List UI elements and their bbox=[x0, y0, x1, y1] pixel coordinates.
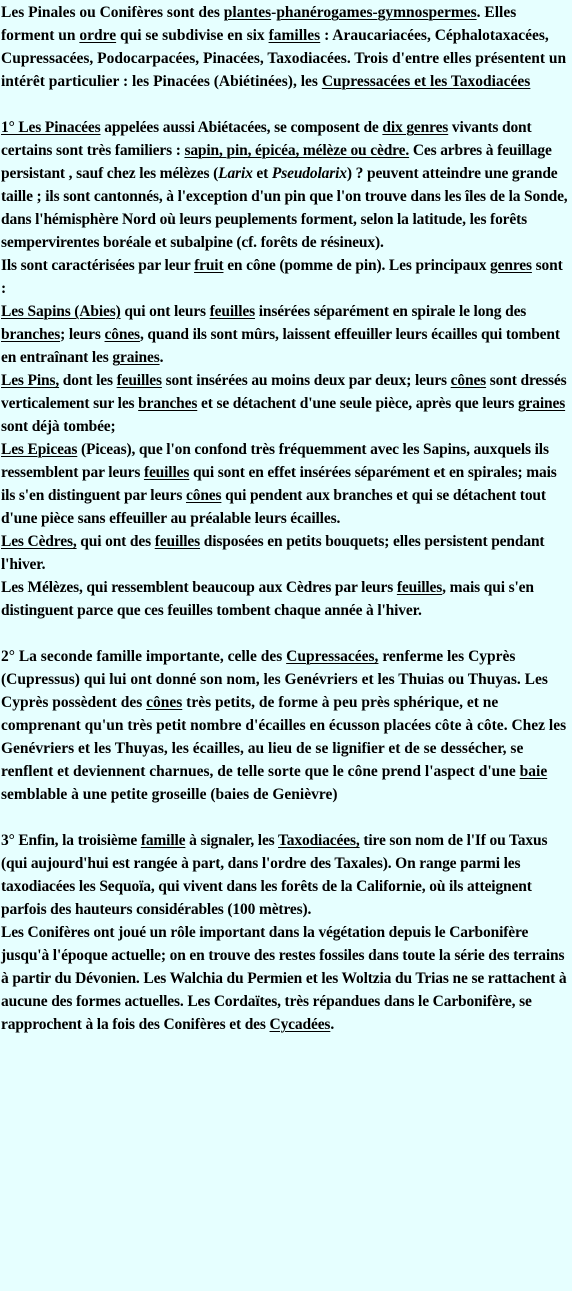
link-plantes[interactable]: plantes bbox=[223, 4, 272, 21]
link-phanerogames-gymnospermes[interactable]: phanérogames-gymnospermes bbox=[276, 4, 477, 21]
paragraph-gap bbox=[1, 93, 571, 116]
link-cedres[interactable]: Les Cèdres, bbox=[1, 533, 77, 550]
link-ordre[interactable]: ordre bbox=[79, 27, 117, 44]
link-cones[interactable]: cônes bbox=[104, 326, 140, 343]
link-cycadees[interactable]: Cycadées bbox=[269, 1016, 331, 1033]
intro-paragraph: Les Pinales ou Conifères sont des plantes-phanérogames-gymnospermes. Elles forment un ordre qui se subdivise en six familles : Araucariacées, Céphalotaxacées, Cupressacées, Podocarpacées, Pinacées, Taxodiacées. Trois d'entre elles présentent un intérêt particulier : les Pinacées (Abiétinées), les Cupressacées et les Taxodiacées bbox=[1, 4, 567, 90]
link-branches[interactable]: branches bbox=[138, 395, 198, 412]
link-famille[interactable]: famille bbox=[140, 832, 186, 849]
link-feuilles[interactable]: feuilles bbox=[154, 533, 201, 550]
link-fruit[interactable]: fruit bbox=[194, 257, 224, 274]
link-genre-list[interactable]: sapin, pin, épicéa, mélèze ou cèdre. bbox=[184, 142, 410, 159]
link-dix-genres[interactable]: dix genres bbox=[382, 119, 449, 136]
link-genres[interactable]: genres bbox=[490, 257, 532, 274]
link-pins[interactable]: Les Pins, bbox=[1, 372, 60, 389]
paragraph-gap bbox=[1, 622, 571, 645]
link-pinacees-heading[interactable]: 1° Les Pinacées bbox=[1, 119, 101, 136]
taxon-pseudolarix: Pseudolarix bbox=[271, 165, 347, 182]
link-graines[interactable]: graines bbox=[517, 395, 566, 412]
link-branches[interactable]: branches bbox=[1, 326, 61, 343]
link-epiceas[interactable]: Les Epiceas bbox=[1, 441, 78, 458]
taxon-larix: Larix bbox=[218, 165, 253, 182]
pinacees-paragraph: 1° Les Pinacées appelées aussi Abiétacées, se composent de dix genres vivants dont certains sont très familiers : sapin, pin, épicéa, mélèze ou cèdre. Ces arbres à feuillage persistant , sauf chez les mélèzes (Larix et Pseudolarix) ? peuvent atteindre une grande taille ; ils sont cantonnés, à l'exception d'un pin que l'on trouve dans les îles de la Sonde, dans l'hémisphère Nord où leurs peuplements forment, selon la latitude, les forêts sempervirentes boréale et subalpine (cf. forêts de résineux). bbox=[1, 119, 568, 251]
link-cupressacees-taxodiacees[interactable]: Cupressacées et les Taxodiacées bbox=[321, 73, 531, 90]
conclusion-paragraph: Les Conifères ont joué un rôle important dans la végétation depuis le Carbonifère jusqu'à l'époque actuelle; on en trouve des restes fossiles dans toute la série des terrains à partir du Dévonien. Les Walchia du Permien et les Woltzia du Trias ne se rattachent à aucune des formes actuelles. Les Cordaïtes, très répandues dans le Carbonifère, se rapprochent à la fois des Conifères et des Cycadées. bbox=[1, 924, 567, 1033]
link-taxodiacees[interactable]: Taxodiacées, bbox=[278, 832, 360, 849]
document-body bbox=[1, 1, 571, 1036]
link-cones[interactable]: cônes bbox=[146, 694, 183, 711]
link-feuilles[interactable]: feuilles bbox=[209, 303, 255, 320]
taxodiacees-paragraph: 3° Enfin, la troisième famille à signaler, les Taxodiacées, tire son nom de l'If ou Taxus (qui aujourd'hui est rangée à part, dans l'ordre des Taxales). On range parmi les taxodiacées les Sequoïa, qui vivent dans les forêts de la Californie, où ils atteignent parfois des hauteurs considérables (100 mètres). bbox=[1, 832, 548, 918]
link-feuilles[interactable]: feuilles bbox=[396, 579, 443, 596]
link-cupressacees[interactable]: Cupressacées, bbox=[286, 648, 379, 665]
pinacees-characteristics: Ils sont caractérisées par leur fruit en cône (pomme de pin). Les principaux genres sont : bbox=[1, 257, 563, 297]
link-feuilles[interactable]: feuilles bbox=[116, 372, 162, 389]
link-feuilles[interactable]: feuilles bbox=[143, 464, 190, 481]
epiceas-paragraph: Les Epiceas (Piceas), que l'on confond très fréquemment avec les Sapins, auxquels ils ressemblent par leurs feuilles qui sont en effet insérées séparément et en spirales; mais ils s'en distinguent par leurs cônes qui pendent aux branches et qui se détachent tout d'une pièce sans effeuiller au préalable leurs écailles. bbox=[1, 441, 557, 527]
cedres-paragraph: Les Cèdres, qui ont des feuilles disposées en petits bouquets; elles persistent pendant l'hiver. bbox=[1, 533, 545, 573]
pins-paragraph: Les Pins, dont les feuilles sont insérées au moins deux par deux; leurs cônes sont dressés verticalement sur les branches et se détachent d'une seule pièce, après que leurs graines sont déjà tombée; bbox=[1, 372, 567, 435]
sapins-paragraph: Les Sapins (Abies) qui ont leurs feuilles insérées séparément en spirale le long des branches; leurs cônes, quand ils sont mûrs, laissent effeuiller leurs écailles qui tombent en entraînant les graines. bbox=[1, 303, 560, 366]
melezes-paragraph: Les Mélèzes, qui ressemblent beaucoup aux Cèdres par leurs feuilles, mais qui s'en distinguent parce que ces feuilles tombent chaque année à l'hiver. bbox=[1, 579, 534, 619]
link-sapins[interactable]: Les Sapins (Abies) bbox=[1, 303, 121, 320]
link-cones[interactable]: cônes bbox=[185, 487, 222, 504]
link-graines[interactable]: graines bbox=[112, 349, 160, 366]
link-baie[interactable]: baie bbox=[519, 763, 548, 780]
link-familles[interactable]: familles bbox=[268, 27, 321, 44]
link-cones[interactable]: cônes bbox=[450, 372, 487, 389]
paragraph-gap bbox=[1, 806, 571, 829]
cupressacees-paragraph: 2° La seconde famille importante, celle des Cupressacées, renferme les Cyprès (Cupressus) qui lui ont donné son nom, les Genévriers et les Thuias ou Thuyas. Les Cyprès possèdent des cônes très petits, de forme à peu près sphérique, et ne comprenant qu'un très petit nombre d'écailles en écusson placées côte à côte. Chez les Genévriers et les Thuyas, les écailles, au lieu de se lignifier et de se dessécher, se renflent et deviennent charnues, de telle sorte que le cône prend l'aspect d'une baie semblable à une petite groseille (baies de Genièvre) bbox=[1, 648, 567, 803]
